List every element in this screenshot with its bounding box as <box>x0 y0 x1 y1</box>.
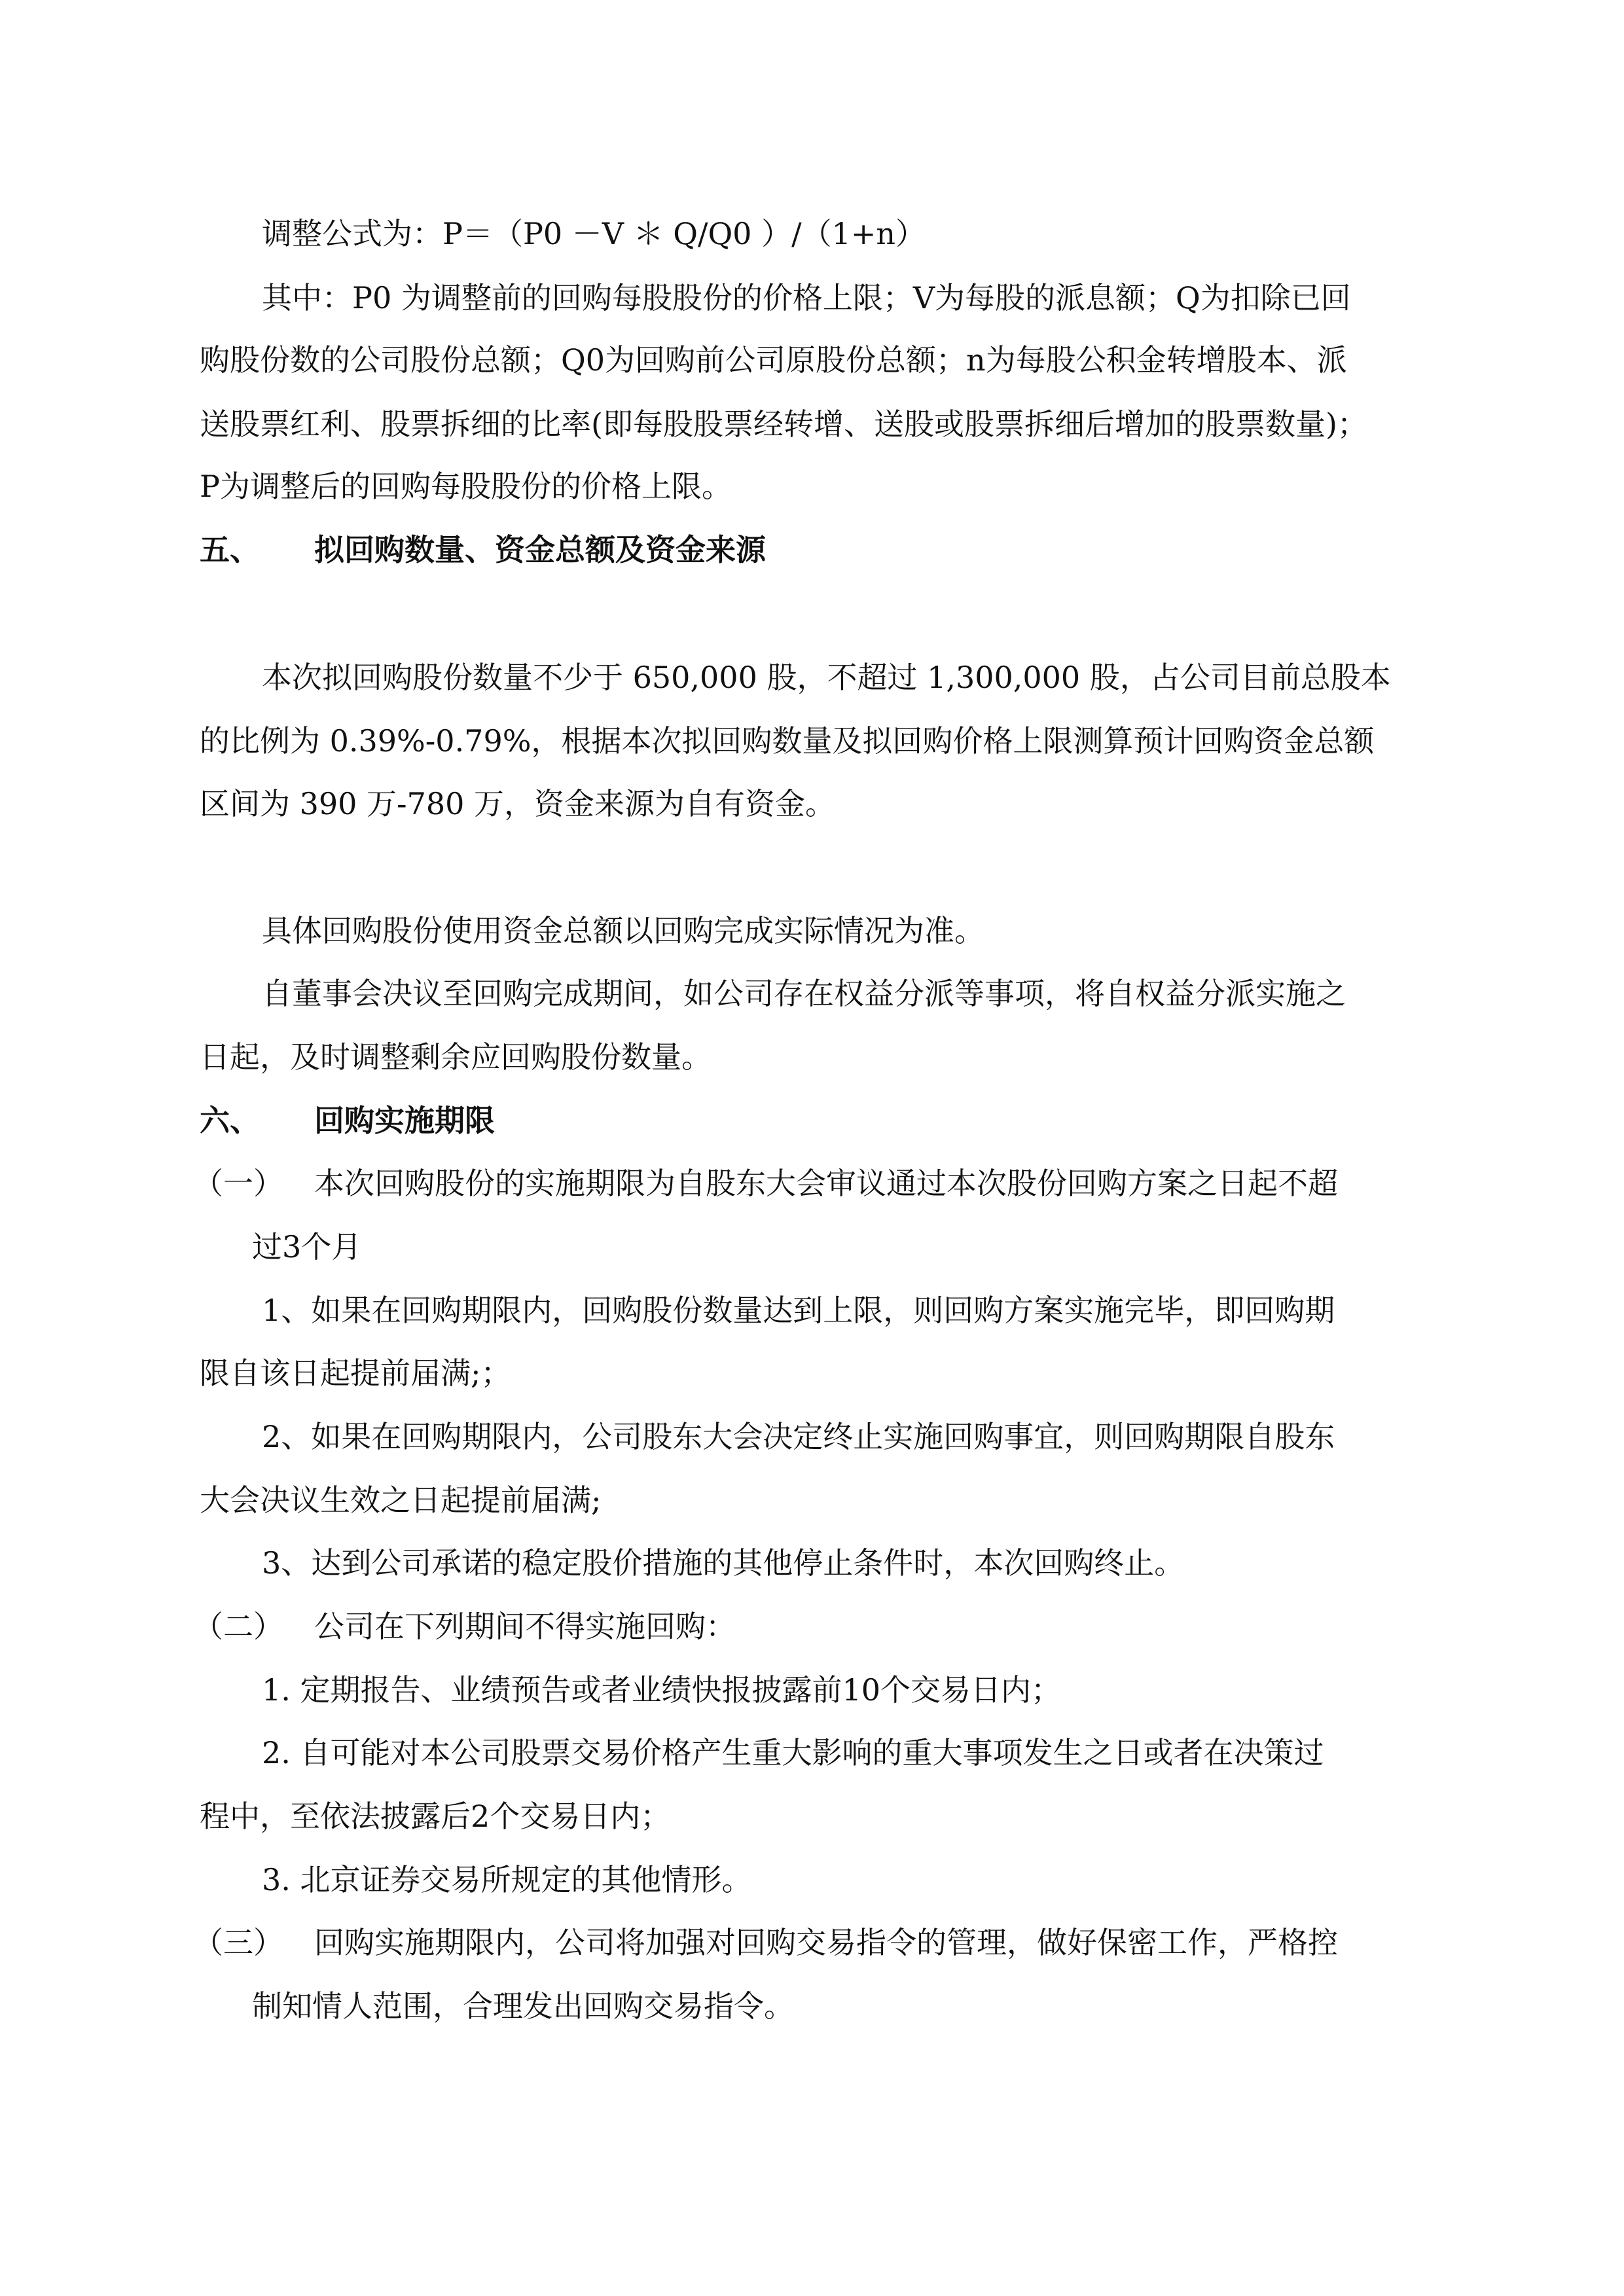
item-1-line: 本次回购股份的实施期限为自股东大会审议通过本次股份回购方案之日起不超 <box>314 1166 1338 1201</box>
definition-line: 送股票红利、股票拆细的比率(即每股股票经转增、送股或股票拆细后增加的股票数量)； <box>200 406 1367 442</box>
paragraph-line: 自董事会决议至回购完成期间，如公司存在权益分派等事项，将自权益分派实施之 <box>262 976 1346 1011</box>
sub-item-line: 2. 自可能对本公司股票交易价格产生重大影响的重大事项发生之日或者在决策过 <box>262 1735 1324 1770</box>
section-6-title: 回购实施期限 <box>314 1103 495 1138</box>
sub-item-line: 3. 北京证券交易所规定的其他情形。 <box>262 1862 752 1897</box>
sub-item-line: 3、达到公司承诺的稳定股价措施的其他停止条件时，本次回购终止。 <box>262 1545 1185 1581</box>
sub-item-line: 大会决议生效之日起提前届满; <box>200 1482 602 1518</box>
sub-item-line: 2、如果在回购期限内，公司股东大会决定终止实施回购事宜，则回购期限自股东 <box>262 1419 1335 1454</box>
section-6-number: 六、 <box>200 1103 260 1138</box>
item-1-number: （一） <box>193 1166 283 1201</box>
item-3-line: 制知情人范围，合理发出回购交易指令。 <box>252 1988 794 2024</box>
item-1-line: 过3个月 <box>252 1229 362 1265</box>
paragraph-line: 的比例为 0.39%-0.79%，根据本次拟回购数量及拟回购价格上限测算预计回购资金总额 <box>200 723 1375 759</box>
definition-line: P为调整后的回购每股股份的价格上限。 <box>200 469 732 504</box>
sub-item-line: 1、如果在回购期限内，回购股份数量达到上限，则回购方案实施完毕，即回购期 <box>262 1293 1335 1328</box>
definition-line: 购股份数的公司股份总额；Q0为回购前公司原股份总额；n为每股公积金转增股本、派 <box>200 342 1347 378</box>
sub-item-line: 限自该日起提前届满;； <box>200 1355 511 1391</box>
paragraph-line: 具体回购股份使用资金总额以回购完成实际情况为准。 <box>262 913 984 948</box>
section-5-title: 拟回购数量、资金总额及资金来源 <box>314 532 766 567</box>
paragraph-line: 本次拟回购股份数量不少于 650,000 股，不超过 1,300,000 股，占公司目前总股本 <box>262 660 1391 695</box>
item-3-line: 回购实施期限内，公司将加强对回购交易指令的管理，做好保密工作，严格控 <box>314 1925 1338 1960</box>
definition-line: 其中：P0 为调整前的回购每股股份的价格上限；V为每股的派息额；Q为扣除已回 <box>262 280 1351 315</box>
paragraph-line: 日起，及时调整剩余应回购股份数量。 <box>200 1039 712 1075</box>
sub-item-line: 程中，至依法披露后2个交易日内； <box>200 1799 671 1834</box>
item-2-title: 公司在下列期间不得实施回购： <box>314 1609 736 1644</box>
paragraph-line: 区间为 390 万-780 万，资金来源为自有资金。 <box>200 786 836 821</box>
section-5-number: 五、 <box>200 532 260 567</box>
sub-item-line: 1. 定期报告、业绩预告或者业绩快报披露前10个交易日内； <box>262 1672 1062 1708</box>
formula-line: 调整公式为：P＝（P0 －V ＊ Q/Q0 ）/（1+n） <box>262 216 926 251</box>
item-2-number: （二） <box>193 1609 283 1644</box>
item-3-number: （三） <box>193 1925 283 1960</box>
